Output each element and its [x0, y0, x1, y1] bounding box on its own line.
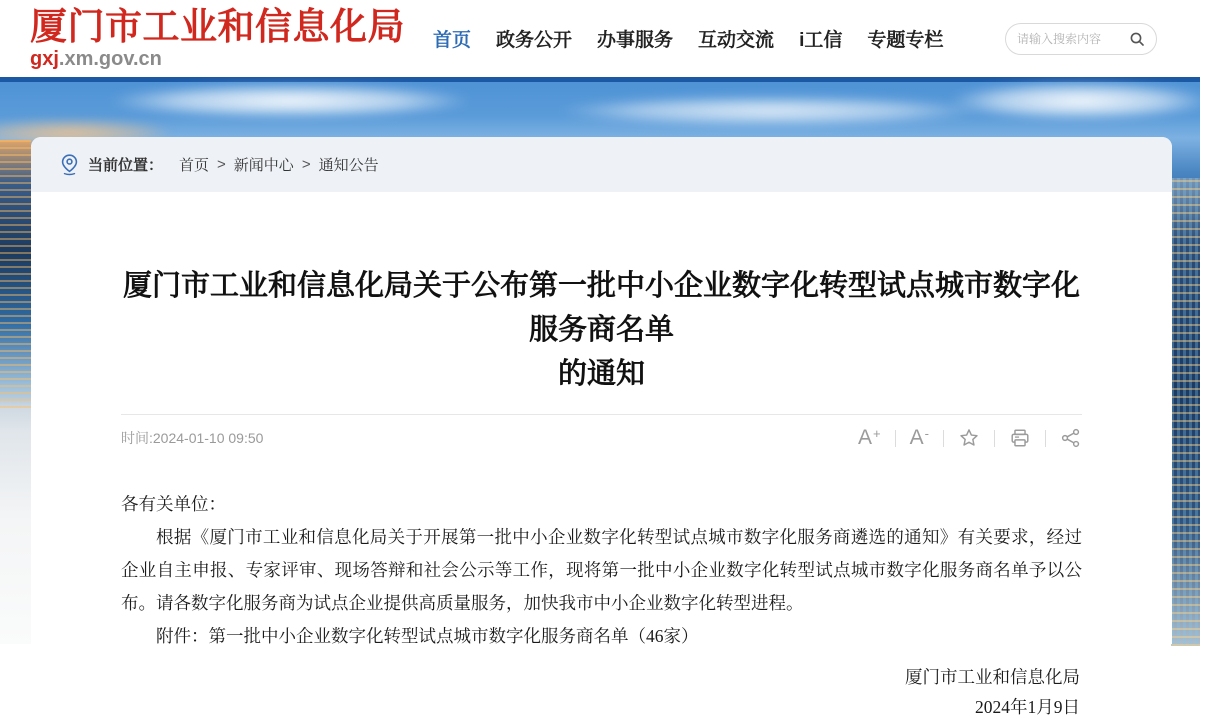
site-domain	[30, 48, 405, 70]
toolbar-divider	[1045, 430, 1046, 447]
article-meta-row	[121, 415, 1082, 461]
breadcrumb-label: 当前位置：	[88, 157, 164, 174]
notice-article	[31, 264, 1172, 722]
nav-item-services[interactable]: 办事服务	[597, 30, 674, 51]
site-domain-suffix: .xm.gov.cn	[58, 47, 162, 70]
font-increase-sign: +	[873, 426, 881, 441]
site-brand[interactable]	[30, 8, 405, 70]
font-decrease-label: A	[909, 426, 924, 449]
breadcrumb-item-notices[interactable]: 通知公告	[318, 157, 379, 174]
skyscraper-decoration	[1171, 178, 1200, 646]
article-paragraph: 各有关单位：	[121, 494, 226, 514]
publish-time: 时间:2024-01-10 09:50	[121, 430, 264, 446]
background-banner	[0, 82, 1200, 717]
breadcrumb-item-home[interactable]: 首页	[179, 157, 210, 174]
article-paragraph: 根据《厦门市工业和信息化局关于开展第一批中小企业数字化转型试点城市数字化服务商遴选的通知》有关要求，经过企业自主申报、专家评审、现场答辩和社会公示等工作，现将第一批中小企业数字化转型试点城市数字化服务商名单予以公布。请各数字化服务商为试点企业提供高质量服务，加快我市中小企业数字化转型进程。	[121, 527, 1082, 613]
site-domain-prefix: gxj	[30, 47, 59, 70]
article-title-line1: 厦门市工业和信息化局关于公布第一批中小企业数字化转型试点城市数字化服务商名单	[122, 270, 1080, 346]
share-button[interactable]	[1060, 427, 1082, 449]
font-decrease-button[interactable]	[910, 427, 929, 449]
location-pin-icon	[61, 154, 78, 175]
breadcrumb-separator: >	[301, 156, 311, 173]
content-panel	[31, 137, 1172, 717]
print-button[interactable]	[1009, 427, 1031, 449]
cloud-decoration	[110, 84, 470, 118]
city-skyline-decoration	[0, 140, 31, 408]
favorite-star-button[interactable]	[958, 427, 980, 449]
article-title-line2: 的通知	[557, 358, 645, 390]
nav-item-home[interactable]: 首页	[433, 30, 472, 51]
site-name: 厦门市工业和信息化局	[30, 6, 405, 48]
toolbar-divider	[943, 430, 944, 447]
breadcrumb-item-news-center[interactable]: 新闻中心	[233, 157, 294, 174]
nav-item-government-affairs[interactable]: 政务公开	[496, 30, 573, 51]
nav-item-i-gongxin[interactable]: i工信	[799, 30, 843, 51]
cloud-decoration	[950, 82, 1210, 120]
breadcrumb	[31, 137, 1172, 192]
share-icon	[1060, 427, 1082, 449]
font-increase-button[interactable]	[858, 427, 881, 449]
search-icon[interactable]	[1129, 31, 1145, 47]
main-nav	[433, 25, 943, 52]
signature-org: 厦门市工业和信息化局	[905, 667, 1080, 687]
article-toolbar	[858, 427, 1082, 449]
toolbar-divider	[994, 430, 995, 447]
star-icon	[958, 427, 980, 449]
font-decrease-sign: -	[924, 426, 929, 441]
printer-icon	[1009, 427, 1031, 449]
attachment-line: 附件：第一批中小企业数字化转型试点城市数字化服务商名单（46家）	[156, 626, 699, 646]
font-increase-label: A	[858, 426, 873, 449]
breadcrumb-separator: >	[217, 156, 226, 173]
search-box[interactable]	[1005, 23, 1157, 55]
article-body	[121, 488, 1082, 653]
nav-item-interaction[interactable]: 互动交流	[698, 30, 775, 51]
toolbar-divider	[895, 430, 896, 447]
cloud-decoration	[560, 96, 980, 126]
signature-date: 2024年1月9日	[975, 697, 1080, 717]
nav-item-special-topics[interactable]: 专题专栏	[867, 30, 944, 51]
site-header	[0, 0, 1200, 77]
article-title	[121, 264, 1082, 396]
signature-block	[121, 662, 1082, 722]
search-input[interactable]	[1017, 32, 1129, 46]
